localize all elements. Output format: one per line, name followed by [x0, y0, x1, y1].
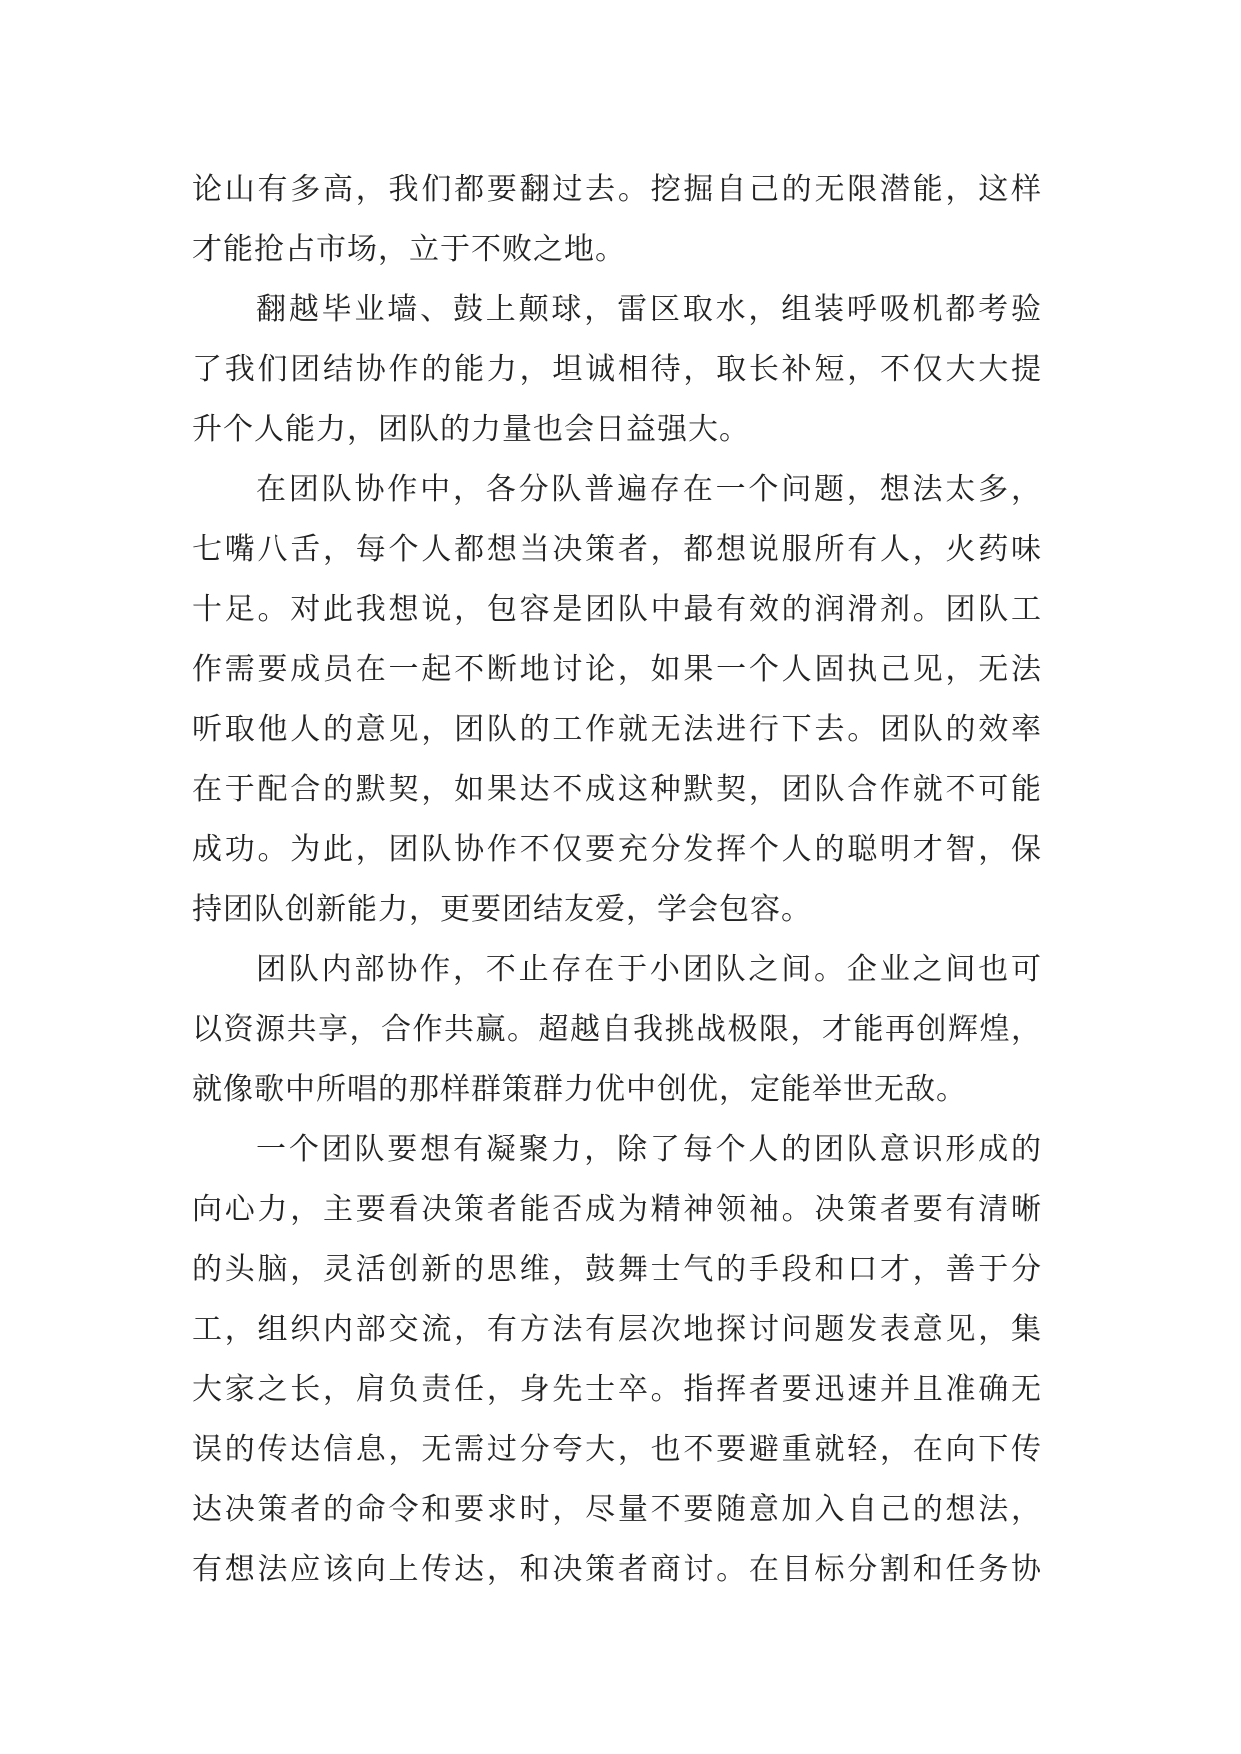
- paragraph-3: [192, 460, 1042, 940]
- text-line: 有想法应该向上传达，和决策者商讨。在目标分割和任务协: [192, 1552, 1042, 1587]
- text-line: 在团队协作中，各分队普遍存在一个问题，想法太多，: [256, 472, 1042, 507]
- text-line: 作需要成员在一起不断地讨论，如果一个人固执己见，无法: [192, 652, 1042, 687]
- text-line: 大家之长，肩负责任，身先士卒。指挥者要迅速并且准确无: [192, 1372, 1042, 1407]
- text-line: 向心力，主要看决策者能否成为精神领袖。决策者要有清晰: [192, 1192, 1042, 1227]
- text-line: 团队内部协作，不止存在于小团队之间。企业之间也可: [256, 952, 1042, 987]
- text-line: 听取他人的意见，团队的工作就无法进行下去。团队的效率: [192, 712, 1042, 747]
- text-line: 论山有多高，我们都要翻过去。挖掘自己的无限潜能，这样: [192, 172, 1042, 207]
- text-line: 以资源共享，合作共赢。超越自我挑战极限，才能再创辉煌，: [192, 1012, 1042, 1047]
- paragraph-4: [192, 940, 1042, 1120]
- text-line: 的头脑，灵活创新的思维，鼓舞士气的手段和口才，善于分: [192, 1252, 1042, 1287]
- text-line: 一个团队要想有凝聚力，除了每个人的团队意识形成的: [256, 1132, 1042, 1167]
- text-line: 十足。对此我想说，包容是团队中最有效的润滑剂。团队工: [192, 592, 1042, 627]
- text-line: 在于配合的默契，如果达不成这种默契，团队合作就不可能: [192, 772, 1042, 807]
- paragraph-1: [192, 160, 1042, 280]
- text-line: 持团队创新能力，更要团结友爱，学会包容。: [192, 892, 812, 927]
- text-line: 升个人能力，团队的力量也会日益强大。: [192, 412, 750, 447]
- document-body: [192, 160, 1042, 1600]
- text-line: 了我们团结协作的能力，坦诚相待，取长补短，不仅大大提: [192, 352, 1042, 387]
- text-line: 才能抢占市场，立于不败之地。: [192, 232, 626, 267]
- text-line: 误的传达信息，无需过分夸大，也不要避重就轻，在向下传: [192, 1432, 1042, 1467]
- paragraph-2: [192, 280, 1042, 460]
- text-line: 七嘴八舌，每个人都想当决策者，都想说服所有人，火药味: [192, 532, 1042, 567]
- text-line: 成功。为此，团队协作不仅要充分发挥个人的聪明才智，保: [192, 832, 1042, 867]
- text-line: 翻越毕业墙、鼓上颠球，雷区取水，组装呼吸机都考验: [256, 292, 1042, 327]
- paragraph-5: [192, 1120, 1042, 1600]
- text-line: 达决策者的命令和要求时，尽量不要随意加入自己的想法，: [192, 1492, 1042, 1527]
- text-line: 工，组织内部交流，有方法有层次地探讨问题发表意见，集: [192, 1312, 1042, 1347]
- text-line: 就像歌中所唱的那样群策群力优中创优，定能举世无敌。: [192, 1072, 967, 1107]
